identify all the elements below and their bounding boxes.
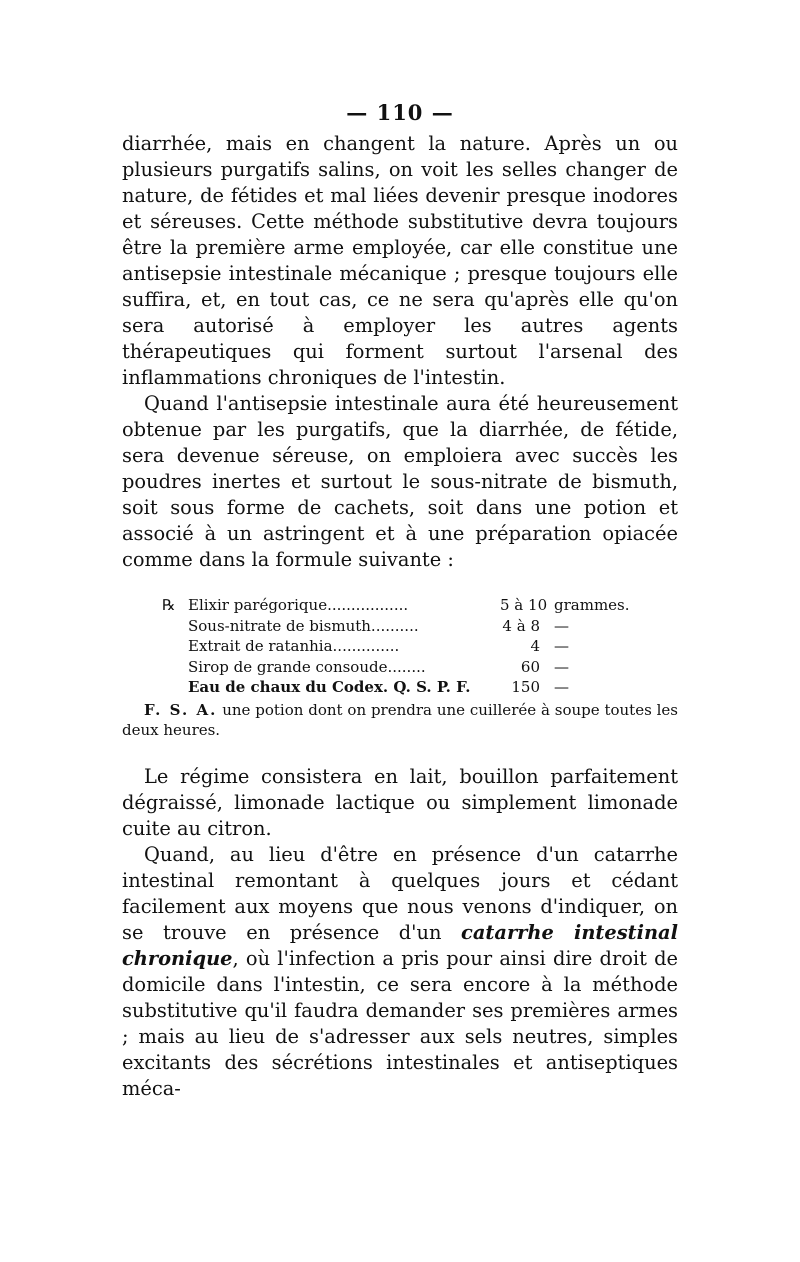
ingredient-unit: —: [554, 678, 569, 696]
recipe-line: [122, 616, 678, 637]
rx-symbol: ℞: [162, 596, 176, 614]
ingredient-name: Sirop de grande consoude........: [188, 657, 426, 676]
ingredient-name: Elixir parégorique.................: [188, 596, 409, 614]
book-page: [122, 100, 678, 1102]
recipe-line: [122, 595, 678, 616]
emphasized-term: catarrhe intestinal chronique: [122, 920, 678, 970]
recipe-instructions: [122, 700, 678, 740]
fsa-text: une potion dont on prendra une cuillerée à soupe toutes les deux heures.: [122, 700, 678, 739]
ingredient-quantity: 150: [511, 678, 540, 696]
ingredient-unit: —: [554, 616, 569, 635]
ingredient-unit: grammes.: [554, 596, 630, 614]
ingredient-quantity: 4 à 8: [502, 616, 540, 635]
paragraph-2: Quand l'antisepsie intestinale aura été heureusement obtenue par les purgatifs, que la diarrhée, de fétide, sera devenue séreuse, on emploiera avec succès les poudres inertes et surtout le sous-nitrate de bismuth, soit sous forme de cachets, soit dans une potion et associé à un astringent et à une préparation opiacée comme dans la formule suivante :: [122, 392, 678, 571]
recipe-line: [122, 677, 678, 698]
page-number: — 110 —: [346, 100, 454, 125]
ingredient-quantity: 60: [520, 657, 540, 676]
recipe-line: [122, 657, 678, 678]
ingredient-name: Sous-nitrate de bismuth..........: [188, 616, 419, 635]
paragraph-1: diarrhée, mais en changent la nature. Après un ou plusieurs purgatifs salins, on voit les selles changer de nature, de fétides et mal liées devenir presque inodores et séreuses. Cette méthode substitutive devra toujours être la première arme employée, car elle constitue une antisepsie intestinale mécanique ; presque toujours elle suffira, et, en tout cas, ce ne sera qu'après elle qu'on sera autorisé à employer les autres agents thérapeutiques qui forment surtout l'arsenal des inflammations chroniques de l'intestin.: [122, 132, 678, 389]
recipe-line: [122, 636, 678, 657]
paragraph-4: [122, 842, 678, 1102]
ingredient-quantity: 4: [530, 637, 540, 655]
paragraph-4-start: Quand, au lieu d'être en présence d'un catarrhe intestinal remontant à quelques jours et cédant facilement aux moyens que nous venons d'indiquer, on se trouve en présence d'un: [122, 842, 678, 944]
ingredient-unit: —: [554, 637, 569, 655]
ingredient-unit: —: [554, 657, 569, 676]
ingredient-name: Extrait de ratanhia..............: [188, 637, 400, 655]
paragraph-3: Le régime consistera en lait, bouillon parfaitement dégraissé, limonade lactique ou simplement limonade cuite au citron.: [122, 764, 678, 840]
paragraph-4-end: , où l'infection a pris pour ainsi dire droit de domicile dans l'intestin, ce sera encore à la méthode substitutive qu'il faudra demander ses premières armes ; mais au lieu de s'adresser aux sels neutres, simples excitants des sécrétions intestinales et antiseptiques méca-: [122, 946, 678, 1100]
recipe-formula: [122, 595, 678, 740]
ingredient-quantity: 5 à 10: [500, 596, 548, 614]
ingredient-name: Eau de chaux du Codex. Q. S. P. F.: [188, 678, 471, 696]
fsa-label: F. S. A.: [144, 700, 218, 719]
